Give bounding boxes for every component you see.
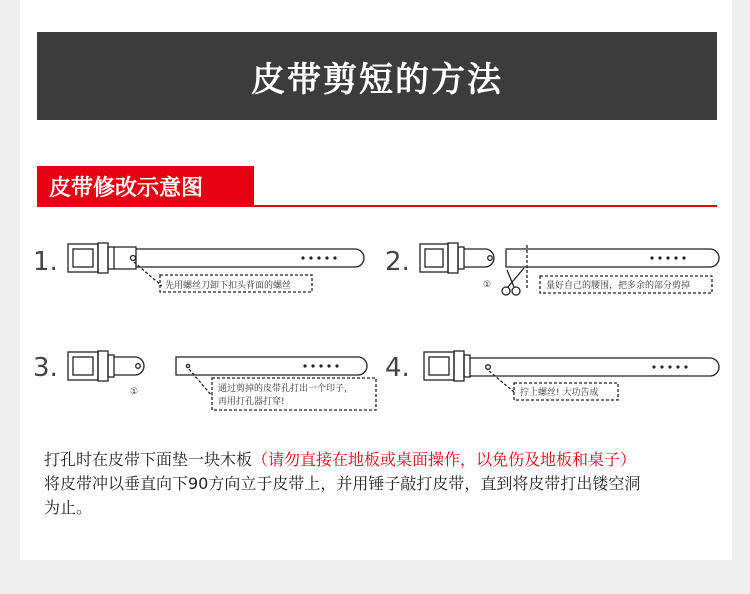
section-label: 皮带修改示意图 (37, 166, 254, 206)
page-title: 皮带剪短的方法 (37, 32, 717, 120)
belt-holes (652, 365, 687, 368)
belt-holes (301, 256, 336, 259)
buckle-icon (68, 243, 114, 273)
step-caption: 拧上螺丝! 大功告成 (520, 388, 599, 398)
screw-icon (486, 365, 491, 370)
screw-icon (131, 256, 136, 261)
screw-icon (488, 256, 493, 261)
warning-text: （请勿直接在地板或桌面操作，以免伤及地板和桌子） (252, 450, 637, 469)
belt-holes (650, 256, 685, 259)
punch-mark (186, 364, 189, 367)
step-caption: 先用螺丝刀卸下扣头背面的螺丝 (165, 281, 292, 291)
instruction-line-3: 为止。 (44, 498, 93, 517)
buckle-icon (420, 243, 464, 273)
step-4 (385, 351, 719, 400)
step-caption-line1: 通过剪掉的皮带孔打出一个印子， (218, 384, 354, 394)
step-caption: 量好自己的腰围，把多余的部分剪掉 (546, 281, 691, 291)
screw-mark: ① (130, 387, 139, 397)
step-caption-line2: 再用打孔器打穿! (218, 397, 285, 407)
step-number: 4. (385, 353, 410, 383)
instruction-line-1 (44, 448, 636, 472)
step-number: 1. (33, 247, 58, 277)
buckle-icon (68, 351, 114, 381)
scissors-icon (502, 268, 524, 295)
buckle-icon (424, 351, 470, 381)
instruction-line-2: 将皮带冲以垂直向下90方向立于皮带上，并用锤子敲打皮带，直到将皮带打出镂空洞 (44, 474, 641, 493)
screw-icon (136, 364, 141, 369)
belt-holes (303, 364, 338, 367)
step-3 (33, 351, 376, 410)
step-number: 2. (385, 247, 410, 277)
step-number: 3. (33, 353, 58, 383)
instruction-text: 打孔时在皮带下面垫一块木板 (44, 450, 253, 469)
step-2 (385, 243, 719, 295)
screw-mark: ① (483, 280, 492, 290)
step-1 (33, 243, 364, 292)
